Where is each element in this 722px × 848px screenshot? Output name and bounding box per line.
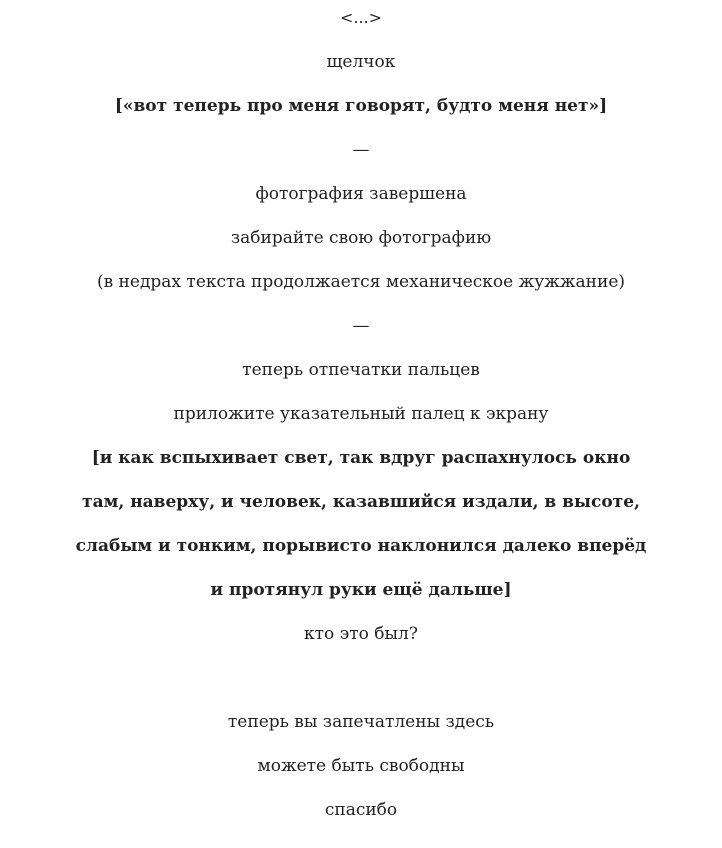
quote-line-bold: [и как вспыхивает свет, так вдруг распахнулось окно [91, 448, 631, 468]
text-line-index-finger: приложите указательный палец к экрану [173, 404, 549, 424]
quote-line-bold: и протянул руки ещё дальше] [210, 580, 512, 600]
ellipsis-marker: <...> [339, 8, 383, 27]
dash-separator: — [352, 316, 370, 336]
text-line-click: щелчок [326, 52, 396, 72]
quote-line-bold: слабым и тонким, порывисто наклонился далеко вперёд [75, 536, 647, 556]
text-line-photo-done: фотография завершена [255, 184, 467, 204]
quote-line-bold: [«вот теперь про меня говорят, будто меня нет»] [114, 96, 608, 116]
text-line-take-photo: забирайте свою фотографию [230, 228, 492, 248]
text-line-free: можете быть свободны [257, 756, 465, 776]
text-line-who-was-it: кто это был? [304, 624, 418, 644]
text-line-fingerprints: теперь отпечатки пальцев [242, 360, 480, 380]
text-line-mechanical-buzz: (в недрах текста продолжается механическое жужжание) [96, 272, 626, 292]
quote-line-bold: там, наверху, и человек, казавшийся издали, в высоте, [82, 492, 640, 512]
text-line-thanks: спасибо [324, 800, 398, 820]
dash-separator: — [352, 140, 370, 160]
text-line-captured: теперь вы запечатлены здесь [227, 712, 495, 732]
